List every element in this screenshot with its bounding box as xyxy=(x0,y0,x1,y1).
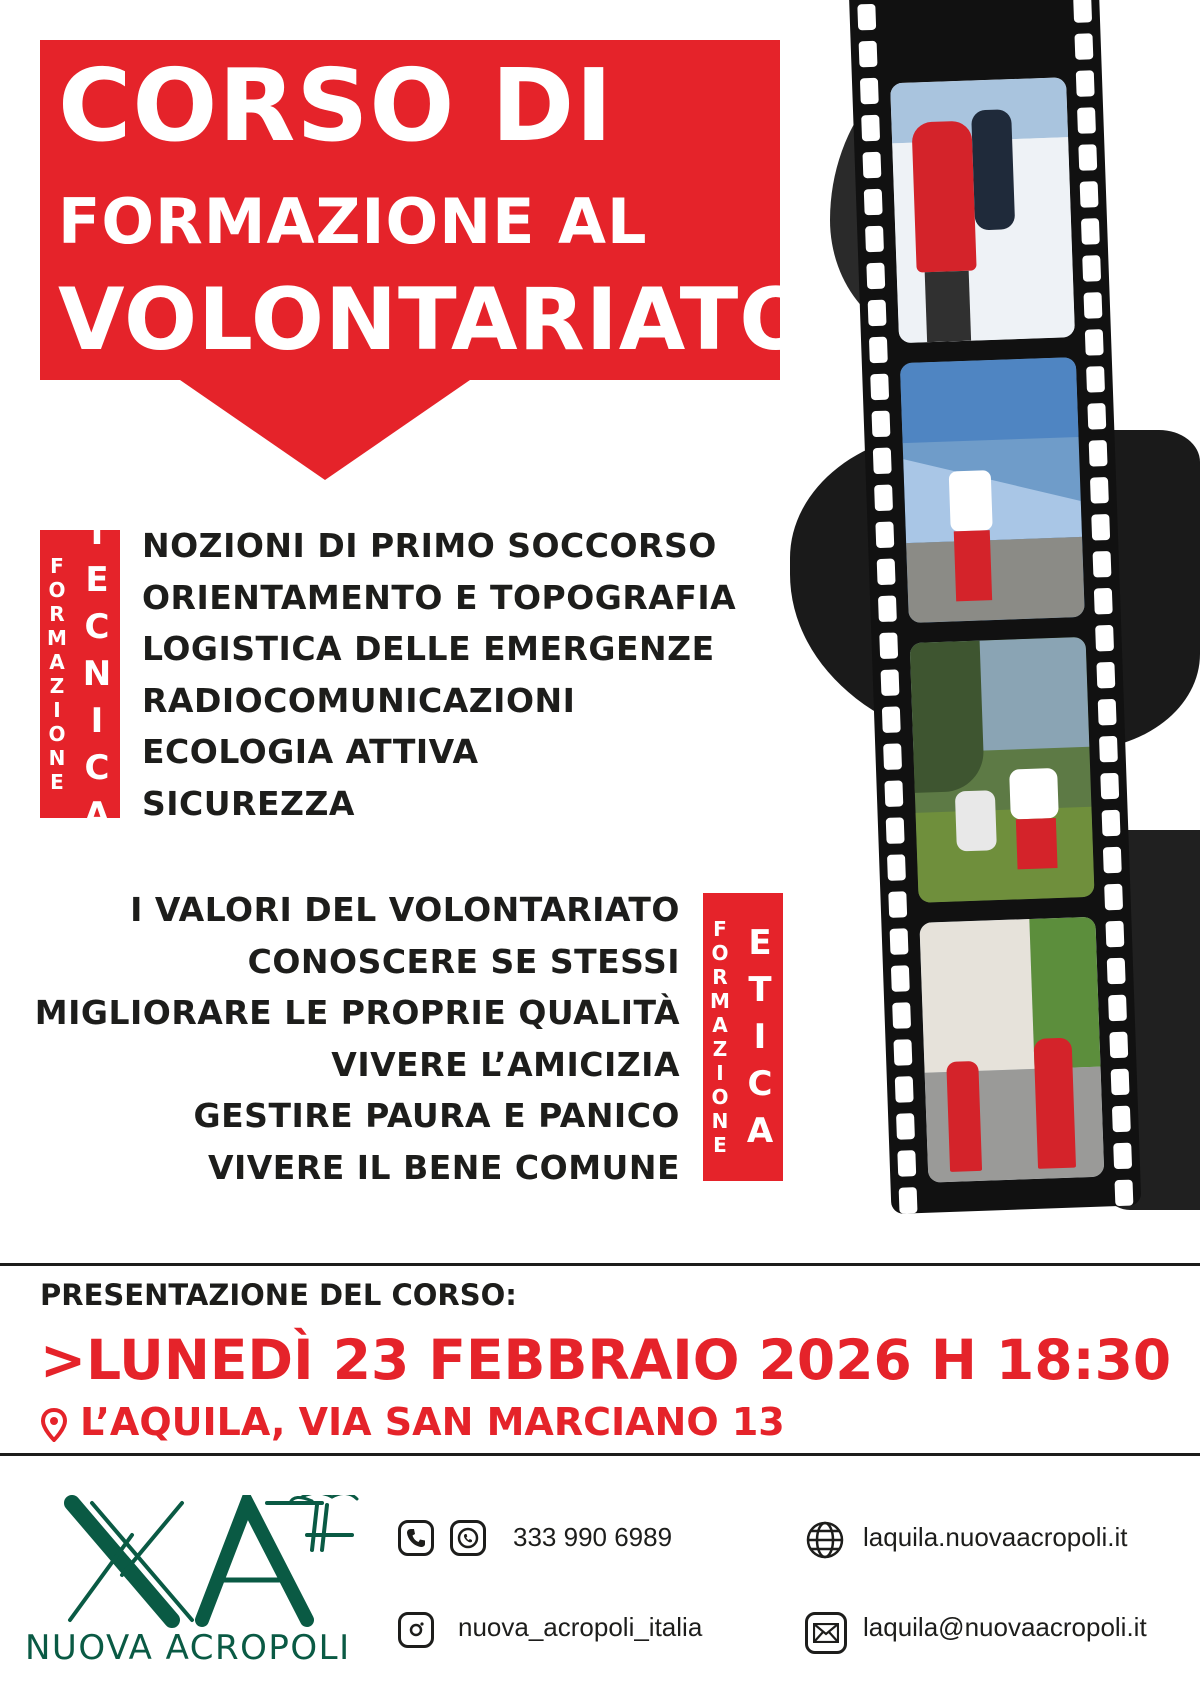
film-sprocket xyxy=(868,300,887,327)
label-letter: Z xyxy=(712,1037,728,1061)
instagram-icon[interactable] xyxy=(398,1612,434,1648)
photo-tent-camp xyxy=(900,357,1085,623)
list-item: ORIENTAMENTO E TOPOGRAFIA xyxy=(142,577,737,617)
film-sprocket xyxy=(879,632,898,659)
presentation-heading: PRESENTAZIONE DEL CORSO: xyxy=(40,1278,517,1312)
phone-icon[interactable] xyxy=(398,1520,434,1556)
email-link[interactable]: laquila@nuovaacropoli.it xyxy=(863,1612,1147,1642)
film-sprocket xyxy=(857,4,876,31)
label-letter: E xyxy=(85,559,109,600)
label-letter: A xyxy=(712,1013,728,1037)
location-pin-icon xyxy=(40,1408,68,1442)
whatsapp-icon[interactable] xyxy=(450,1520,486,1556)
label-letter: O xyxy=(711,941,729,965)
film-sprocket xyxy=(1098,699,1117,726)
list-item: GESTIRE PAURA E PANICO xyxy=(193,1096,680,1136)
film-sprocket xyxy=(1104,884,1123,911)
list-item: SICUREZZA xyxy=(142,783,355,823)
list-item: LOGISTICA DELLE EMERGENZE xyxy=(142,629,715,669)
list-item: ECOLOGIA ATTIVA xyxy=(142,732,479,772)
film-sprocket xyxy=(865,226,884,253)
banner-arrow xyxy=(180,380,470,480)
film-sprocket xyxy=(1095,625,1114,652)
film-sprocket xyxy=(873,448,892,475)
film-sprocket xyxy=(1105,921,1124,948)
label-letter: F xyxy=(50,554,64,578)
photo-volunteers-square xyxy=(919,917,1104,1183)
label-letter: Z xyxy=(49,674,65,698)
film-sprocket xyxy=(883,743,902,770)
label-letter: R xyxy=(49,602,65,626)
film-sprocket xyxy=(897,1150,916,1177)
label-letter: A xyxy=(746,1110,774,1151)
label-letter: R xyxy=(712,965,728,989)
list-item: CONOSCERE SE STESSI xyxy=(247,941,680,981)
label-letter: T xyxy=(748,969,772,1010)
film-sprocket xyxy=(892,1002,911,1029)
film-sprocket xyxy=(1074,33,1093,60)
film-sprocket xyxy=(866,263,885,290)
label-letter: M xyxy=(710,989,730,1013)
label-letter: O xyxy=(711,1085,729,1109)
film-sprocket xyxy=(1108,995,1127,1022)
film-sprocket xyxy=(1096,662,1115,689)
film-sprocket xyxy=(1087,403,1106,430)
film-sprocket xyxy=(870,374,889,401)
instagram-handle[interactable]: nuova_acropoli_italia xyxy=(458,1612,703,1642)
title-line-3: VOLONTARIATO xyxy=(58,270,814,370)
film-sprocket xyxy=(1100,773,1119,800)
film-sprocket xyxy=(1085,329,1104,356)
film-sprocket xyxy=(1103,847,1122,874)
film-sprocket xyxy=(1090,477,1109,504)
label-letter: C xyxy=(84,747,110,788)
label-letter: O xyxy=(48,578,66,602)
list-item: RADIOCOMUNICAZIONI xyxy=(142,680,576,720)
list-item: MIGLIORARE LE PROPRIE QUALITÀ xyxy=(34,993,680,1033)
film-sprocket xyxy=(859,41,878,68)
label-letter: E xyxy=(713,1133,727,1157)
presentation-date: >LUNEDÌ 23 FEBBRAIO 2026 H 18:30 xyxy=(40,1328,1172,1392)
film-sprocket xyxy=(1086,366,1105,393)
label-letter: E xyxy=(748,922,772,963)
label-formazione-etica xyxy=(703,893,783,1181)
film-sprocket xyxy=(1073,0,1092,23)
film-sprocket xyxy=(861,115,880,142)
divider xyxy=(0,1263,1200,1266)
list-item: I VALORI DEL VOLONTARIATO xyxy=(130,890,680,929)
phone-number[interactable]: 333 990 6989 xyxy=(513,1522,673,1552)
label-letter: A xyxy=(49,650,65,674)
label-letter: A xyxy=(83,794,111,835)
photo-snow-rescue xyxy=(890,77,1075,343)
film-sprocket xyxy=(864,189,883,216)
film-sprocket xyxy=(1112,1106,1131,1133)
photo-park-cleanup xyxy=(910,637,1095,903)
film-sprocket xyxy=(874,485,893,512)
film-sprocket xyxy=(878,595,897,622)
brand-name: NUOVA ACROPOLI xyxy=(25,1628,351,1668)
film-sprocket xyxy=(1107,958,1126,985)
film-sprocket xyxy=(1109,1032,1128,1059)
label-letter: M xyxy=(47,626,67,650)
film-sprocket xyxy=(1093,551,1112,578)
film-sprocket xyxy=(1078,144,1097,171)
film-sprocket xyxy=(1084,292,1103,319)
label-letter: N xyxy=(48,746,66,770)
title-line-2: FORMAZIONE AL xyxy=(58,185,648,258)
label-letter: N xyxy=(82,653,112,694)
film-sprocket xyxy=(891,965,910,992)
film-sprocket xyxy=(862,152,881,179)
label-letter: C xyxy=(84,606,110,647)
film-sprocket xyxy=(1111,1069,1130,1096)
list-item: VIVERE L’AMICIZIA xyxy=(331,1044,680,1084)
technical-topics-list xyxy=(142,520,736,830)
ethical-topics-list xyxy=(35,884,680,1194)
label-letter: I xyxy=(90,700,104,741)
film-sprocket xyxy=(890,928,909,955)
film-sprocket xyxy=(1082,255,1101,282)
label-letter: F xyxy=(713,917,727,941)
film-sprocket xyxy=(886,817,905,844)
label-letter: I xyxy=(53,698,61,722)
film-sprocket xyxy=(887,854,906,881)
film-sprocket xyxy=(1114,1180,1133,1207)
mail-icon[interactable] xyxy=(805,1612,847,1654)
film-sprocket xyxy=(881,669,900,696)
film-sprocket xyxy=(1091,514,1110,541)
film-sprocket xyxy=(1094,588,1113,615)
label-letter: I xyxy=(716,1061,724,1085)
label-letter: N xyxy=(711,1109,729,1133)
divider xyxy=(0,1453,1200,1456)
film-sprocket xyxy=(1077,107,1096,134)
film-sprocket xyxy=(875,522,894,549)
website-link[interactable]: laquila.nuovaacropoli.it xyxy=(863,1522,1128,1552)
film-sprocket xyxy=(860,78,879,105)
presentation-place: L’AQUILA, VIA SAN MARCIANO 13 xyxy=(80,1400,785,1444)
label-letter: O xyxy=(48,722,66,746)
film-sprocket xyxy=(1081,218,1100,245)
film-sprocket xyxy=(1076,70,1095,97)
label-letter: E xyxy=(50,770,64,794)
film-sprocket xyxy=(888,891,907,918)
film-sprocket xyxy=(1080,181,1099,208)
label-letter: T xyxy=(85,512,109,553)
title-line-1: CORSO DI xyxy=(58,47,614,164)
label-letter: I xyxy=(753,1016,767,1057)
list-item: NOZIONI DI PRIMO SOCCORSO xyxy=(142,526,717,565)
film-strip xyxy=(849,0,1142,1214)
film-sprocket xyxy=(896,1113,915,1140)
film-sprocket xyxy=(882,706,901,733)
film-sprocket xyxy=(1113,1143,1132,1170)
film-sprocket xyxy=(869,337,888,364)
film-sprocket xyxy=(1089,440,1108,467)
film-sprocket xyxy=(884,780,903,807)
film-sprocket xyxy=(877,558,896,585)
film-sprocket xyxy=(872,411,891,438)
film-sprocket xyxy=(893,1039,912,1066)
film-sprocket xyxy=(899,1187,918,1214)
film-sprocket xyxy=(895,1076,914,1103)
film-sprocket xyxy=(1102,810,1121,837)
label-formazione-tecnica xyxy=(40,512,120,835)
film-sprocket xyxy=(1099,736,1118,763)
globe-icon[interactable] xyxy=(805,1520,845,1560)
label-letter: C xyxy=(747,1063,773,1104)
list-item: VIVERE IL BENE COMUNE xyxy=(207,1147,680,1187)
